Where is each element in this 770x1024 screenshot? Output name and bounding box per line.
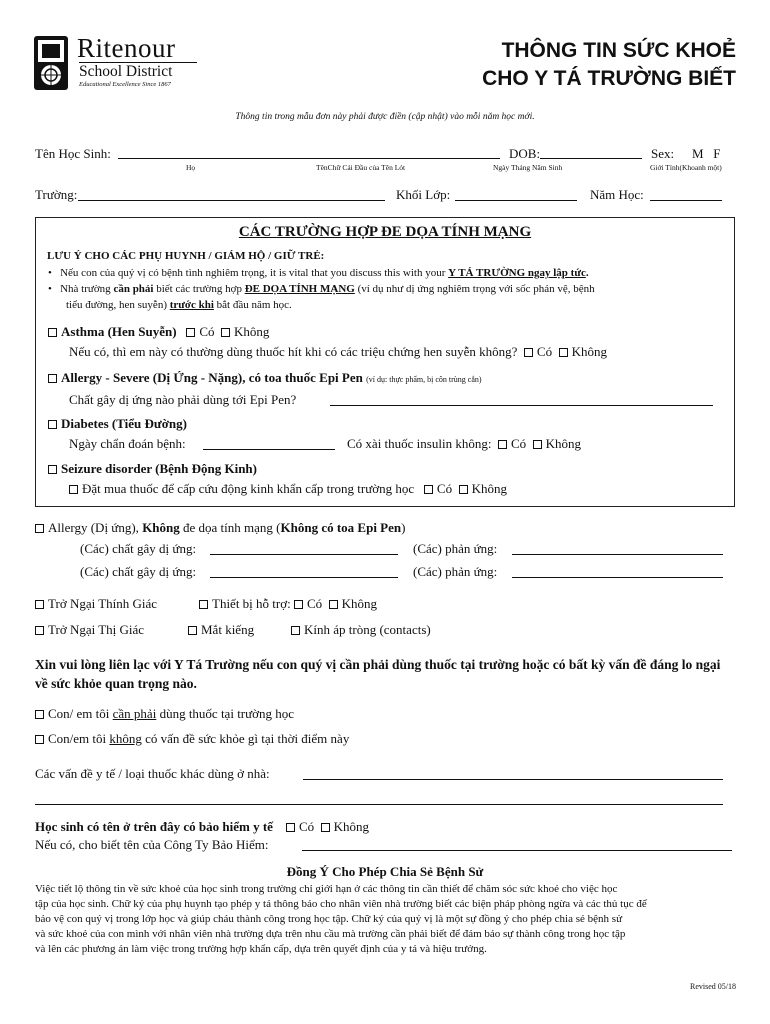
grade-field[interactable] [455, 200, 577, 201]
logo-tagline: Educational Excellence Since 1867 [79, 81, 171, 88]
mild-allergy-c: đe dọa tính mạng ( [179, 520, 281, 535]
seizure-med-row [69, 481, 507, 497]
vision-checkbox[interactable] [35, 626, 44, 635]
insurance-question: Học sinh có tên ở trên đây có bảo hiểm y tế [35, 819, 273, 834]
hearing-aid-no-checkbox[interactable] [329, 600, 338, 609]
severe-allergy-note: (ví dụ: thực phẩm, bị côn trùng cắn) [366, 375, 482, 384]
insurance-no-checkbox[interactable] [321, 823, 330, 832]
student-name-field[interactable] [118, 158, 500, 159]
bullet-2-text-d: ĐE DỌA TÍNH MẠNG [244, 283, 355, 295]
dob-field[interactable] [540, 158, 642, 159]
contacts-row [291, 622, 431, 638]
diabetes-row [48, 416, 187, 432]
bullet-1-text: Nếu con của quý vị có bệnh tình nghiêm trọng, it is vital that you discuss this with your [60, 267, 449, 279]
revised-date: Revised 05/18 [690, 982, 736, 991]
asthma-checkbox[interactable] [48, 328, 57, 337]
asthma-label: Asthma (Hen Suyễn) [61, 324, 177, 339]
yes-label: Có [536, 344, 553, 359]
reaction-label-2: (Các) phản ứng: [413, 564, 498, 579]
no-label: Không [545, 436, 582, 451]
allergen-label-2: (Các) chất gây dị ứng: [80, 564, 197, 579]
sex-label: Sex: [651, 146, 675, 161]
insurance-company-label: Nếu có, cho biết tên của Công Ty Bảo Hiểm: [35, 837, 269, 852]
diagnosis-date-label: Ngày chẩn đoán bệnh: [69, 436, 186, 451]
asthma-no-checkbox[interactable] [221, 328, 230, 337]
no-issues-c: có vấn đề sức khỏe gì tại thời điểm này [141, 731, 350, 746]
insulin-yes-checkbox[interactable] [498, 440, 507, 449]
bullet-2-text-a: Nhà trường [60, 283, 114, 295]
asthma-row [48, 324, 269, 340]
district-logo [33, 35, 203, 95]
insurance-row [35, 819, 369, 835]
consent-line-5: và lên các phương án làm việc trong trường hợp khẩn cấp, dựa trên quyết định của y tá và hiệu trưởng. [35, 943, 487, 955]
seizure-med-checkbox[interactable] [69, 485, 78, 494]
no-label: Không [571, 344, 607, 359]
yes-label: Có [298, 819, 315, 834]
seizure-row [48, 461, 257, 477]
allergen-field-2[interactable] [210, 577, 398, 578]
bullet-1-emphasis: Y TÁ TRƯỜNG ngay lập tức [448, 267, 586, 279]
seizure-med-no-checkbox[interactable] [459, 485, 468, 494]
hearing-aid-row [199, 596, 377, 612]
hearing-aid-yes-checkbox[interactable] [294, 600, 303, 609]
glasses-row [188, 622, 254, 638]
sex-options[interactable]: M F [692, 146, 721, 161]
allergen-label-1: (Các) chất gây dị ứng: [80, 541, 197, 556]
no-label: Không [333, 819, 369, 834]
bullet-1-period: . [585, 267, 589, 279]
contacts-checkbox[interactable] [291, 626, 300, 635]
needs-medicine-a: Con/ em tôi [48, 706, 113, 721]
seizure-med-question: Đặt mua thuốc để cấp cứu động kinh khẩn cấp trong trường học [82, 481, 415, 496]
bullet-2-text-f: tiểu đường, hen suyễn) [66, 299, 170, 311]
school-label: Trường: [35, 187, 78, 202]
mild-allergy-a: Allergy (Dị ứng), [48, 520, 143, 535]
bullet-2-text-c: biết các trường hợp [153, 283, 245, 295]
insulin-no-checkbox[interactable] [533, 440, 542, 449]
sub-label-sex: Giới Tính(Khoanh một) [650, 163, 722, 172]
bullet-2 [48, 282, 595, 297]
title-line-2: CHO Y TÁ TRƯỜNG BIẾT [482, 67, 736, 90]
year-field[interactable] [650, 200, 722, 201]
needs-medicine-b: cần phải [112, 706, 157, 721]
epipen-allergen-label: Chất gây dị ứng nào phải dùng tới Epi Pen? [69, 392, 297, 407]
bullet-1 [48, 266, 589, 281]
life-heading: CÁC TRƯỜNG HỢP ĐE DỌA TÍNH MẠNG [238, 224, 532, 240]
yes-label: Có [199, 324, 215, 339]
seizure-label: Seizure disorder (Bệnh Động Kinh) [61, 461, 257, 476]
consent-heading: Đồng Ý Cho Phép Chia Sẻ Bệnh Sử [286, 864, 484, 879]
no-label: Không [234, 324, 270, 339]
vision-row [35, 622, 144, 638]
contacts-label: Kính áp tròng (contacts) [304, 622, 431, 637]
reaction-label-1: (Các) phản ứng: [413, 541, 498, 556]
asthma-yes-checkbox[interactable] [186, 328, 195, 337]
form-note: Thông tin trong mẫu đơn này phải được điền (cập nhật) vào mỗi năm học mới. [235, 112, 535, 122]
bullet-2-text-g: trước khi [169, 299, 214, 311]
bullet-2-text-h: bắt đầu năm học. [213, 299, 292, 311]
other-issues-field[interactable] [303, 779, 723, 780]
consent-line-4: và sức khoẻ của con mình với nhân viên nhà trường dựa trên nhu cầu mà trường cần phải biết để đảm bảo sự thành công trong học tập [35, 928, 626, 940]
severe-allergy-row [48, 370, 482, 386]
inhaler-no-checkbox[interactable] [559, 348, 568, 357]
sub-label-first: TênChữ Cái Đầu của Tên Lót [316, 163, 406, 172]
student-name-label: Tên Học Sinh: [35, 146, 111, 161]
needs-medicine-c: dùng thuốc tại trường học [156, 706, 295, 721]
bullet-dot-icon: • [48, 267, 52, 279]
no-label: Không [341, 596, 378, 611]
glasses-checkbox[interactable] [188, 626, 197, 635]
hearing-checkbox[interactable] [35, 600, 44, 609]
reaction-field-2[interactable] [512, 577, 723, 578]
severe-allergy-label: Allergy - Severe (Dị Ứng - Nặng), có toa thuốc Epi Pen [61, 370, 363, 385]
seizure-checkbox[interactable] [48, 465, 57, 474]
dob-label: DOB: [509, 146, 541, 161]
hearing-aid-label: Thiết bị hỗ trợ: [212, 596, 291, 611]
yes-label: Có [510, 436, 527, 451]
vision-label: Trở Ngại Thị Giác [48, 622, 145, 637]
bullet-2-text-b: cần phải [113, 283, 154, 295]
no-issues-a: Con/em tôi [48, 731, 110, 746]
mild-allergy-checkbox[interactable] [35, 524, 44, 533]
diabetes-checkbox[interactable] [48, 420, 57, 429]
hearing-aid-checkbox[interactable] [199, 600, 208, 609]
mild-allergy-e: ) [401, 520, 406, 535]
severe-allergy-checkbox[interactable] [48, 374, 57, 383]
caution-label: LƯU Ý CHO CÁC PHỤ HUYNH / GIÁM HỘ / GIỮ TRẺ: [47, 250, 325, 262]
yes-label: Có [306, 596, 323, 611]
year-label: Năm Học: [590, 187, 644, 202]
sub-label-dob: Ngày Tháng Năm Sinh [493, 163, 563, 172]
insulin-row [347, 436, 581, 452]
asthma-question: Nếu có, thì em này có thường dùng thuốc hít khi có các triệu chứng hen suyễn không? [69, 344, 518, 359]
logo-name: Ritenour [77, 33, 176, 63]
other-issues-field-2[interactable] [35, 804, 723, 805]
allergen-field-1[interactable] [210, 554, 398, 555]
logo-subtitle: School District [79, 63, 173, 80]
needs-medicine-row [35, 706, 294, 722]
asthma-question-row [69, 344, 607, 360]
school-field[interactable] [78, 200, 385, 201]
consent-line-3: bảo vệ con quý vị trong lớp học và giúp cháu thành công trong học tập. Chữ ký của quý vị là một sự đồng ý cho phép chia sẻ bệnh sử [35, 913, 623, 925]
seizure-med-yes-checkbox[interactable] [424, 485, 433, 494]
glasses-label: Mắt kiếng [201, 622, 255, 637]
contact-nurse-heading: Xin vui lòng liên lạc với Y Tá Trường nếu con quý vị cần phải dùng thuốc tại trường hoặc có bất kỳ vấn đề đáng lo ngại về sức khỏe quan trọng nào. [35, 657, 721, 691]
sub-label-last: Họ [186, 163, 196, 172]
insurance-company-field[interactable] [302, 850, 732, 851]
hearing-row [35, 596, 157, 612]
diabetes-label: Diabetes (Tiểu Đường) [61, 416, 187, 431]
title-line-1: THÔNG TIN SỨC KHOẺ [501, 39, 736, 62]
hearing-label: Trở Ngại Thính Giác [48, 596, 158, 611]
shield-crest-icon [33, 35, 69, 91]
insurance-yes-checkbox[interactable] [286, 823, 295, 832]
reaction-field-1[interactable] [512, 554, 723, 555]
page-title [482, 37, 736, 93]
no-issues-row [35, 731, 349, 747]
no-issues-b: không [109, 731, 142, 746]
yes-label: Có [436, 481, 453, 496]
epipen-allergen-field[interactable] [330, 405, 713, 406]
mild-allergy-b: Không [142, 520, 180, 535]
diagnosis-date-field[interactable] [203, 449, 335, 450]
bullet-2-text-e: (ví dụ như dị ứng nghiêm trọng với sốc phản vệ, bệnh [354, 283, 595, 295]
other-issues-label: Các vấn đề y tế / loại thuốc khác dùng ở nhà: [35, 766, 270, 781]
consent-line-1: Việc tiết lộ thông tin về sức khoẻ của học sinh trong trường chỉ giới hạn ở các thông tin cần thiết để chăm sóc sức khoẻ cho việc học [35, 883, 618, 895]
insulin-question: Có xài thuốc insulin không: [347, 436, 492, 451]
consent-line-2: tập của học sinh. Chữ ký của phụ huynh tạo phép y tá thông báo cho nhân viên nhà trường biết các biện pháp phòng ngừa và các thủ tục để [35, 898, 647, 910]
no-label: Không [471, 481, 507, 496]
no-issues-checkbox[interactable] [35, 735, 44, 744]
bullet-dot-icon: • [48, 283, 52, 295]
mild-allergy-d: Không có toa Epi Pen [280, 520, 402, 535]
needs-medicine-checkbox[interactable] [35, 710, 44, 719]
mild-allergy-row [35, 520, 405, 536]
grade-label: Khối Lớp: [396, 187, 451, 202]
bullet-2-cont [66, 298, 292, 313]
inhaler-yes-checkbox[interactable] [524, 348, 533, 357]
